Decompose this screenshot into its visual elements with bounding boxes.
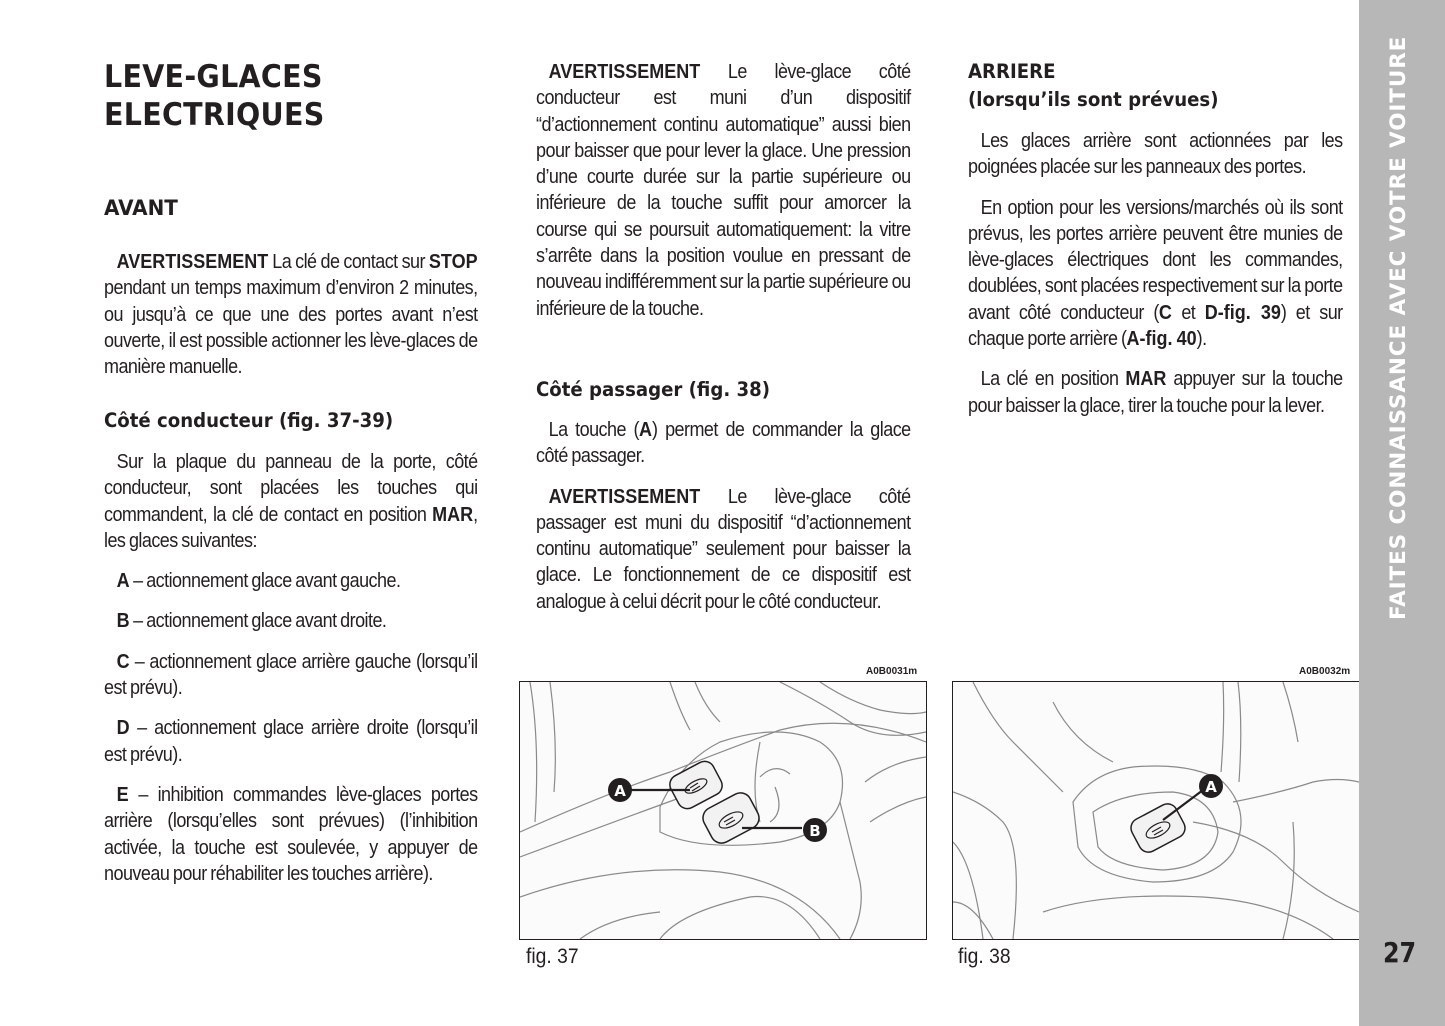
rear-paragraph-3: La clé en position MAR appuyer sur la touche pour baisser la glace, tirer la touche pour la lever. — [968, 368, 1343, 417]
figure-37 — [519, 681, 927, 940]
rear-body — [968, 128, 1343, 433]
figure-38-illustration — [953, 682, 1359, 939]
figure-38 — [952, 681, 1360, 940]
warning-paragraph-2: AVERTISSEMENT Le lève-glace côté conducteur est muni d’un dispositif “d’actionnement continu automatique” aussi bien pour baisser que pour lever la glace. Une pression d’une courte durée sur la partie supérieure ou inférieure de la touche suffit pour amorcer la course qui se poursuit automatiquement: la vitre s’arrête dans la position voulue en pressant de nouveau indifféremment sur la partie supérieure ou inférieure de la touche. — [536, 61, 911, 320]
figure-38-caption: fig. 38 — [958, 945, 1011, 968]
figure-37-illustration — [520, 682, 926, 939]
heading-rear: ARRIERE (lorsqu’ils sont prévues) — [968, 60, 1219, 111]
list-item: A – actionnement glace avant gauche. — [116, 570, 401, 593]
chapter-title-vertical: FAITES CONNAISSANCE AVEC VOTRE VOITURE — [1386, 35, 1411, 620]
passenger-body — [536, 417, 911, 629]
figure-38-code: A0B0032m — [1299, 666, 1351, 677]
rear-paragraph-1: Les glaces arrière sont actionnées par les poignées placée sur les panneaux des portes. — [968, 130, 1343, 179]
figure-37-code: A0B0031m — [866, 666, 918, 677]
figure-38-label-a: A — [1205, 778, 1217, 796]
heading-avant: AVANT — [104, 196, 178, 220]
list-item: E – inhibition commandes lève-glaces portes arrière (lorsqu’elles sont prévues) (l’inhibition activée, la touche est soulevée, y appuyer de nouveau pour réhabiliter les touches arrière). — [104, 783, 478, 885]
passenger-paragraph: La touche (A) permet de commander la glace côté passager. — [536, 419, 911, 468]
avant-body — [104, 249, 478, 394]
figure-37-label-a: A — [614, 782, 626, 800]
list-item: B – actionnement glace avant droite. — [116, 610, 387, 633]
warning-paragraph-3: AVERTISSEMENT Le lève-glace côté passager est muni du dispositif “d’actionnement continu automatique” seulement pour baisser la glace. Le fonctionnement de ce dispositif est analogue à celui décrit pour le côté conducteur. — [536, 485, 911, 613]
driver-paragraph: Sur la plaque du panneau de la porte, côté conducteur, sont placées les touches qui commandent, la clé de contact en position MAR, les glaces suivantes: — [104, 451, 478, 552]
rear-paragraph-2: En option pour les versions/marchés où ils sont prévus, les portes arrière peuvent être munies de lève-glaces électriques dont les commandes, doublées, sont placées respectivement sur la porte avant côté conducteur (C et D-fig. 39) et sur chaque porte arrière (A-fig. 40). — [968, 196, 1343, 351]
page-title: LEVE-GLACES ELECTRIQUES — [104, 59, 325, 133]
heading-driver-side: Côté conducteur (fig. 37-39) — [104, 409, 394, 432]
warning-paragraph-1: AVERTISSEMENT La clé de contact sur STOP pendant un temps maximum d’environ 2 minutes, ou jusqu’à ce que une des portes avant n’est ouverte, il est possible actionner les lève-glaces de manière manuelle. — [104, 251, 478, 379]
list-item: D – actionnement glace arrière droite (lorsqu’il est prévu). — [104, 717, 478, 766]
page-number: 27 — [1383, 936, 1417, 969]
list-item: C – actionnement glace arrière gauche (lorsqu’il est prévu). — [104, 650, 478, 700]
heading-passenger-side: Côté passager (fig. 38) — [536, 378, 771, 401]
figure-37-label-b: B — [809, 822, 821, 840]
driver-body — [104, 449, 478, 901]
col2-top — [536, 59, 911, 336]
figure-37-caption: fig. 37 — [526, 945, 579, 968]
